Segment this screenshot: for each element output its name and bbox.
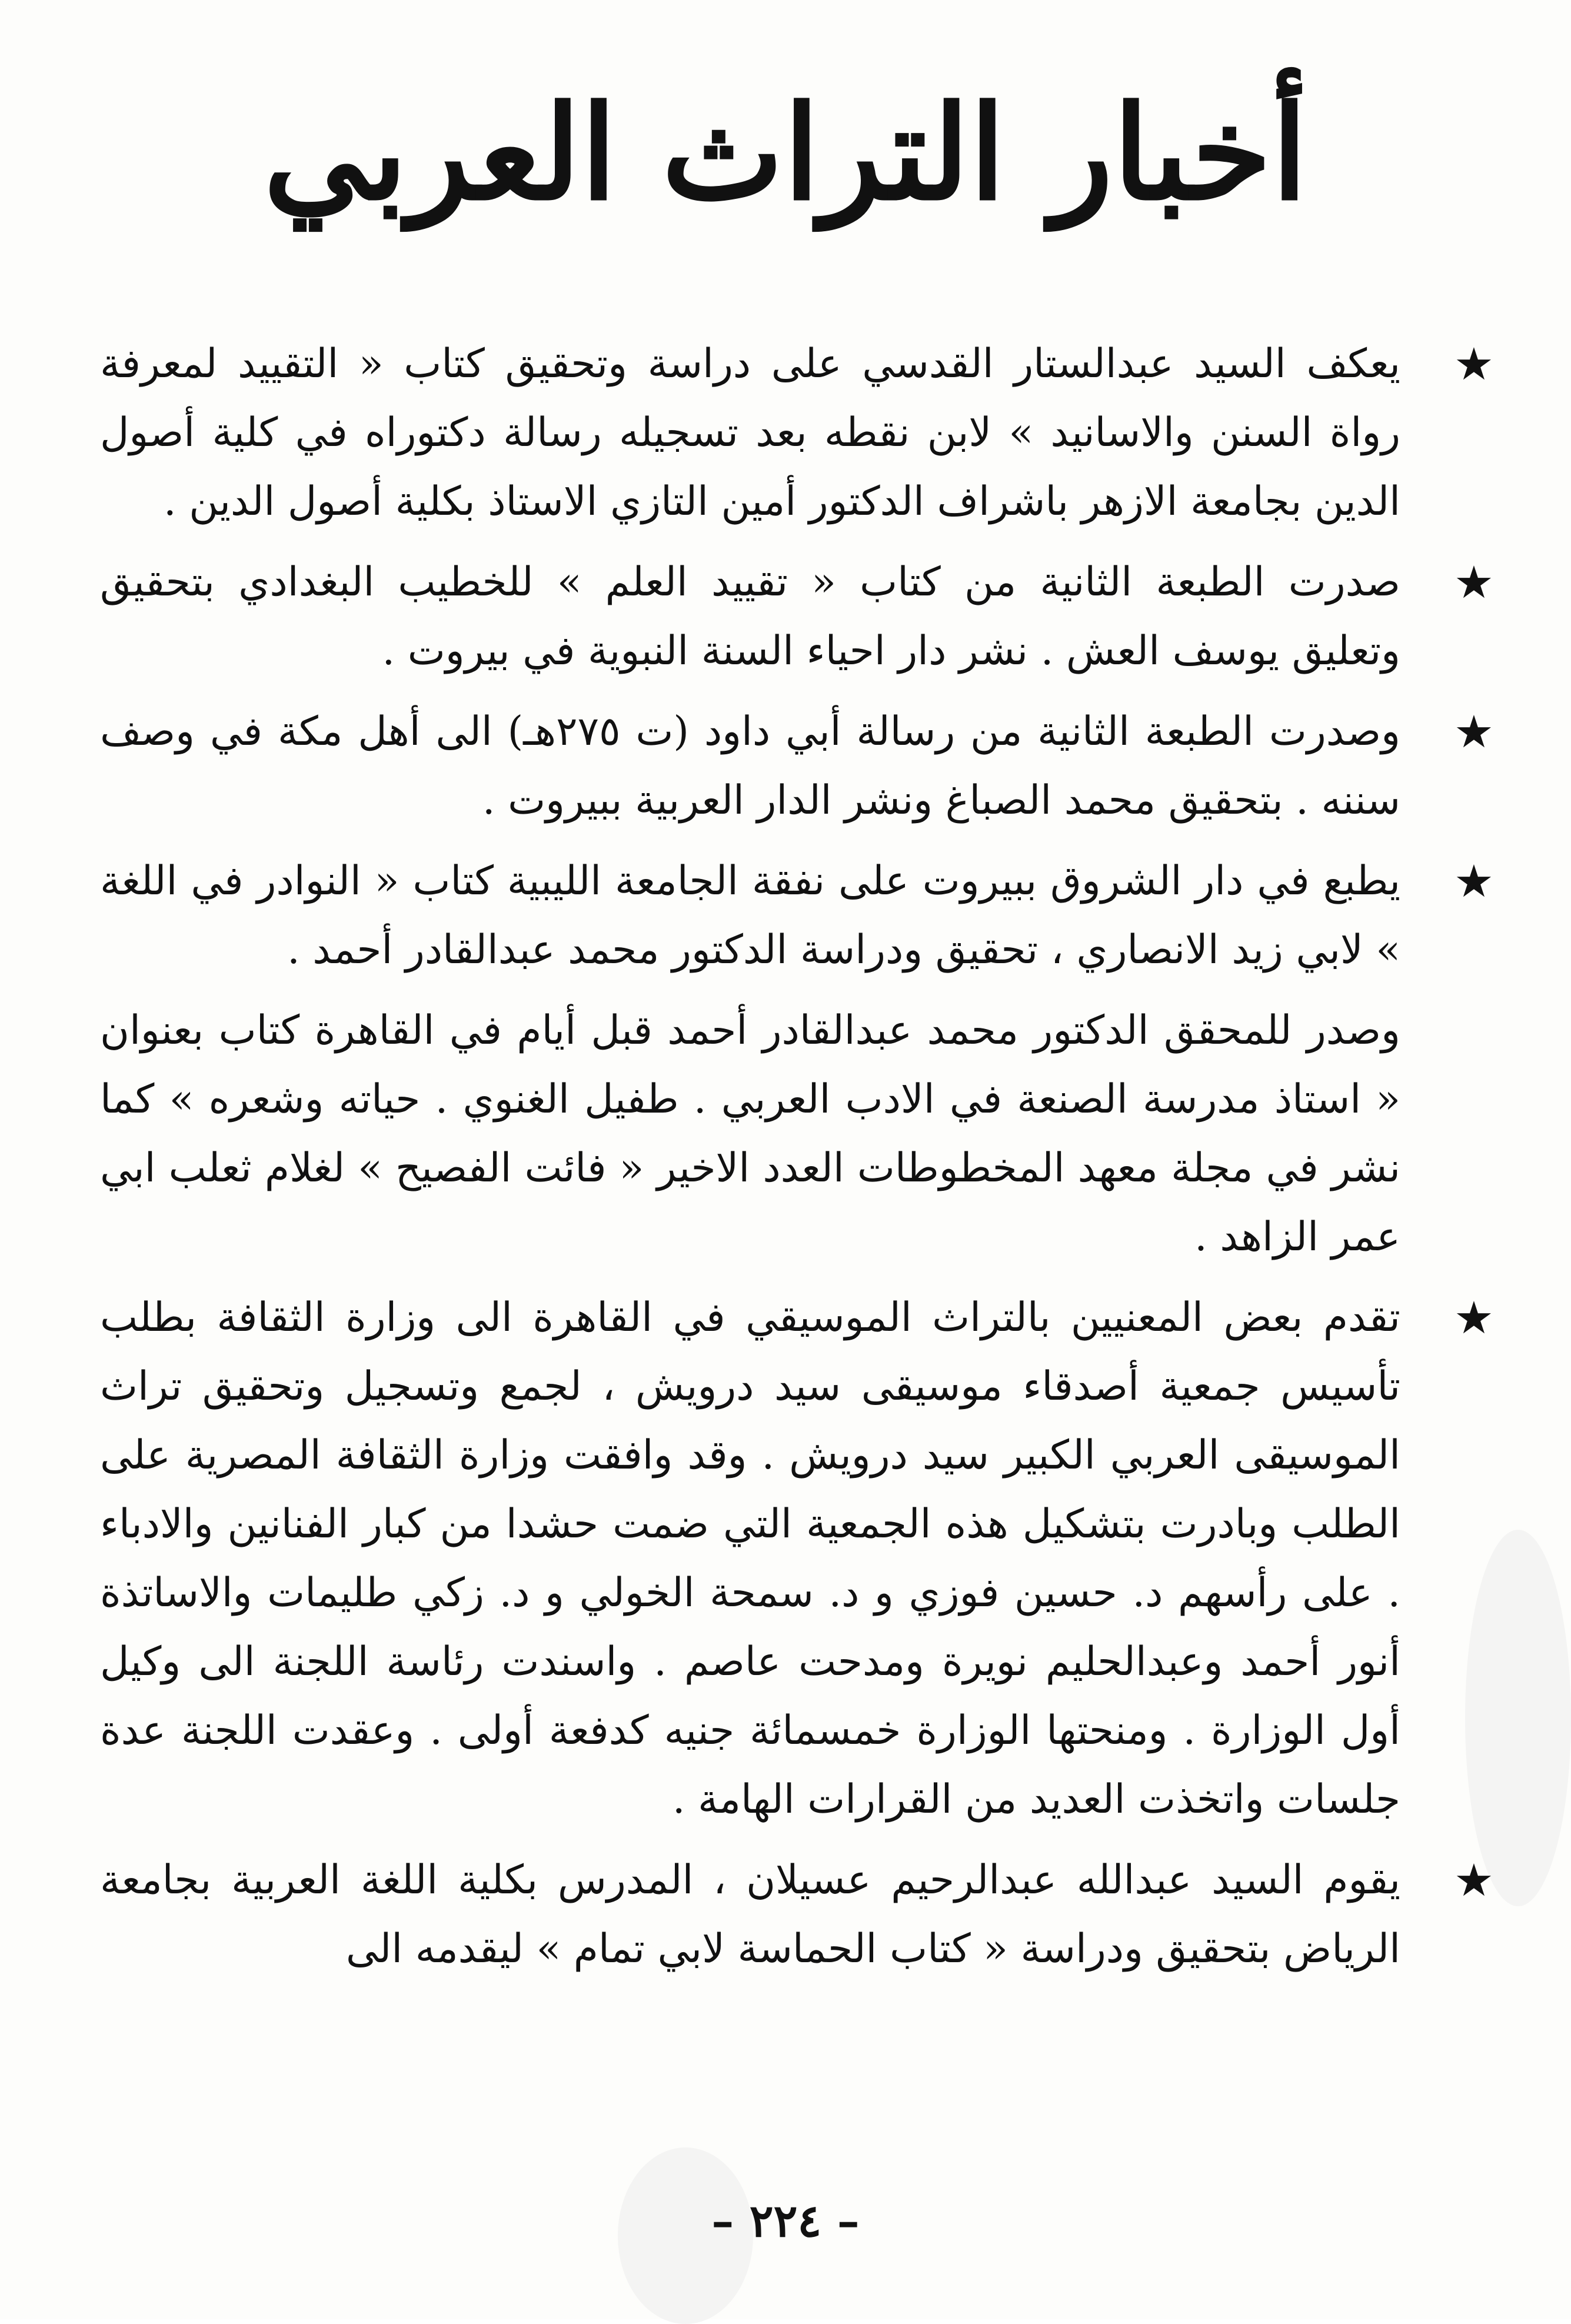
page-title: أخبار التراث العربي — [263, 76, 1308, 229]
news-list — [100, 329, 1495, 1983]
page-number: – ٢٢٤ – — [711, 2195, 860, 2247]
news-item-3 — [100, 697, 1495, 835]
news-item-2 — [100, 548, 1495, 685]
news-item-text: تقدم بعض المعنيين بالتراث الموسيقي في القاهرة الى وزارة الثقافة بطلب تأسيس جمعية أصدقاء موسيقى سيد درويش ، لجمع وتسجيل وتحقيق تراث الموسيقى العربي الكبير سيد درويش . وقد وافقت وزارة الثقافة المصرية على الطلب وبادرت بتشكيل هذه الجمعية التي ضمت حشدا من كبار الفنانين والادباء . على رأسهم د. حسين فوزي و د. سمحة الخولي و د. زكي طليمات والاساتذة أنور أحمد وعبدالحليم نويرة ومدحت عاصم . واسندت رئاسة اللجنة الى وكيل أول الوزارة . ومنحتها الوزارة خمسمائة جنيه كدفعة أولى . وعقدت اللجنة عدة جلسات واتخذت العديد من القرارات الهامة . — [100, 1294, 1400, 1823]
star-bullet-icon: ★ — [1453, 1854, 1495, 1906]
star-bullet-icon: ★ — [1453, 855, 1495, 907]
star-bullet-icon: ★ — [1453, 338, 1495, 390]
news-item-1 — [100, 329, 1495, 536]
news-item-text: وصدرت الطبعة الثانية من رسالة أبي داود (ت ٢٧٥هـ) الى أهل مكة في وصف سننه . بتحقيق محمد الصباغ ونشر الدار العربية ببيروت . — [100, 708, 1400, 824]
news-item-text: وصدر للمحقق الدكتور محمد عبدالقادر أحمد قبل أيام في القاهرة كتاب بعنوان « استاذ مدرسة الصنعة في الادب العربي . طفيل الغنوي . حياته وشعره » كما نشر في مجلة معهد المخطوطات العدد الاخير « فائت الفصيح » لغلام ثعلب ابي عمر الزاهد . — [100, 1007, 1400, 1260]
news-item-text: يعكف السيد عبدالستار القدسي على دراسة وتحقيق كتاب « التقييد لمعرفة رواة السنن والاسانيد » لابن نقطه بعد تسجيله رسالة دكتوراه في كلية أصول الدين بجامعة الازهر باشراف الدكتور أمين التازي الاستاذ بكلية أصول الدين . — [100, 341, 1400, 525]
news-item-text: يطبع في دار الشروق ببيروت على نفقة الجامعة الليبية كتاب « النوادر في اللغة » لابي زيد الانصاري ، تحقيق ودراسة الدكتور محمد عبدالقادر أحمد . — [100, 858, 1400, 973]
news-item-6 — [100, 1283, 1495, 1834]
star-bullet-icon: ★ — [1453, 1291, 1495, 1344]
news-item-text: يقوم السيد عبدالله عبدالرحيم عسيلان ، المدرس بكلية اللغة العربية بجامعة الرياض بتحقيق ودراسة « كتاب الحماسة لابي تمام » ليقدمه الى — [100, 1857, 1400, 1972]
news-item-text: صدرت الطبعة الثانية من كتاب « تقييد العلم » للخطيب البغدادي بتحقيق وتعليق يوسف العش . نشر دار احياء السنة النبوية في بيروت . — [100, 559, 1400, 674]
star-bullet-icon: ★ — [1453, 705, 1495, 758]
news-item-4 — [100, 847, 1495, 984]
star-bullet-icon: ★ — [1453, 556, 1495, 608]
news-item-5 — [100, 996, 1400, 1271]
news-item-7 — [100, 1846, 1495, 1983]
